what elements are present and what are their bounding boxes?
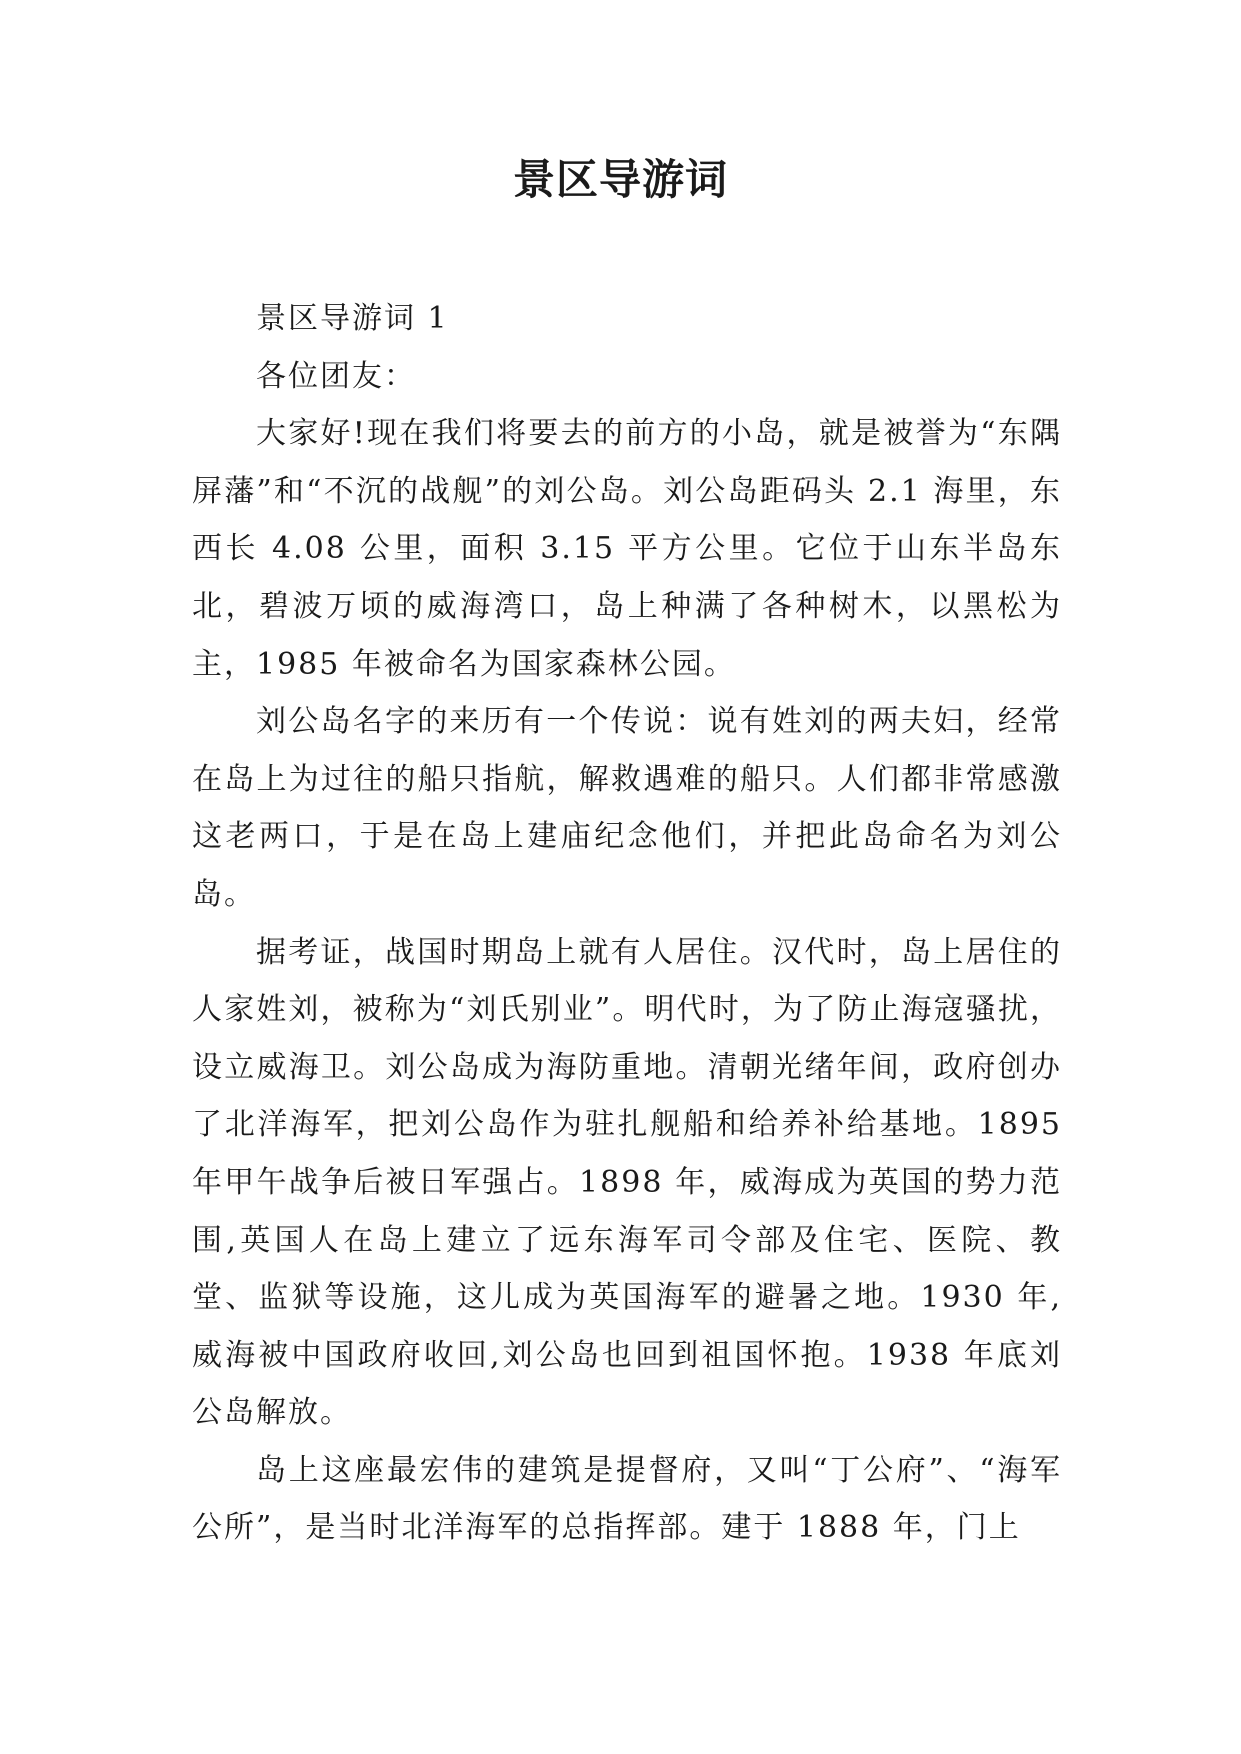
- intro-paragraph: 大家好!现在我们将要去的前方的小岛，就是被誉为“东隅屏藩”和“不沉的战舰”的刘公岛。刘公岛距码头 2.1 海里，东西长 4.08 公里，面积 3.15 平方公里。它位于山东半岛东北，碧波万顷的威海湾口，岛上种满了各种树木，以黑松为主，1985 年被命名为国家森林公园。: [192, 416, 1062, 682]
- legend-paragraph: 刘公岛名字的来历有一个传说：说有姓刘的两夫妇，经常在岛上为过往的船只指航，解救遇难的船只。人们都非常感激这老两口，于是在岛上建庙纪念他们，并把此岛命名为刘公岛。: [192, 704, 1062, 912]
- history-paragraph: 据考证，战国时期岛上就有人居住。汉代时，岛上居住的人家姓刘，被称为“刘氏别业”。明代时，为了防止海寇骚扰，设立威海卫。刘公岛成为海防重地。清朝光绪年间，政府创办了北洋海军，把刘公岛作为驻扎舰船和给养补给基地。1895 年甲午战争后被日军强占。1898 年，威海成为英国的势力范围,英国人在岛上建立了远东海军司令部及住宅、医院、教堂、监狱等设施，这儿成为英国海军的避暑之地。1930 年,威海被中国政府收回,刘公岛也回到祖国怀抱。1938 年底刘公岛解放。: [192, 934, 1062, 1431]
- section-heading: 景区导游词 1: [256, 301, 449, 336]
- admiral-mansion-paragraph: 岛上这座最宏伟的建筑是提督府，又叫“丁公府”、“海军公所”，是当时北洋海军的总指挥部。建于 1888 年，门上: [192, 1452, 1062, 1546]
- document-body: [192, 290, 1062, 1557]
- greeting-paragraph: 各位团友：: [256, 358, 416, 394]
- document-title: 景区导游词: [512, 155, 728, 204]
